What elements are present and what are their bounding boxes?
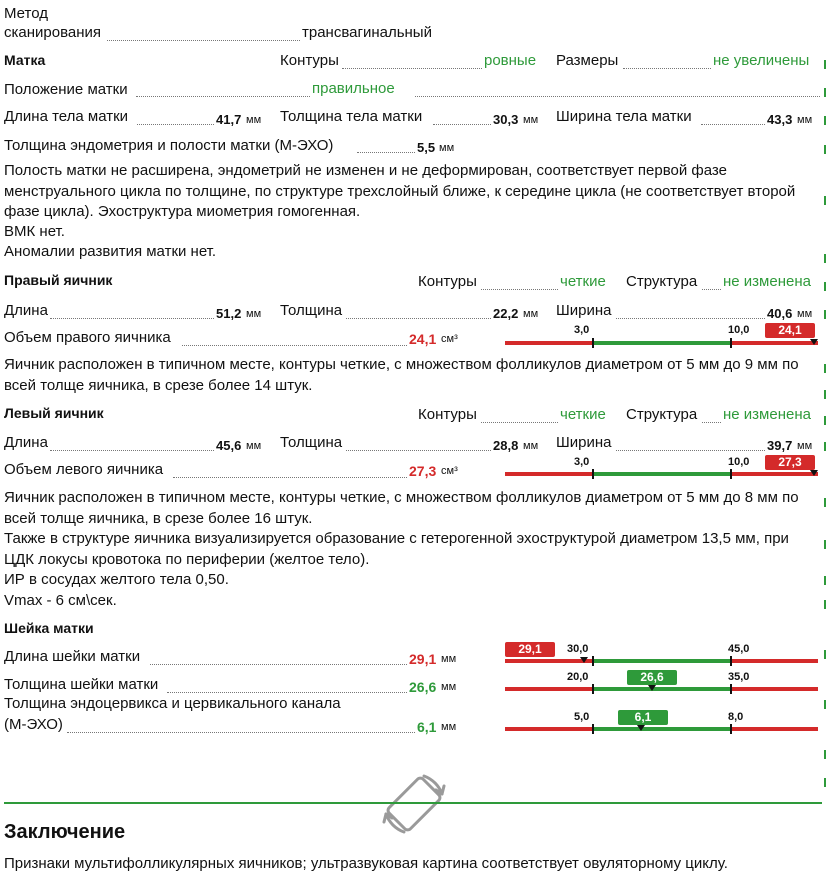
right-ovary-description: Яичник расположен в типичном месте, контуры четкие, с множеством фолликулов диаметром от 5 мм до 9 мм по всей толще яичника, в срезе более 14 штук. [4, 356, 799, 394]
edge-marker [824, 700, 826, 709]
unit-cm3: см³ [441, 333, 458, 345]
method-label-cont: сканирования [4, 24, 102, 41]
edge-marker [824, 196, 826, 205]
scale-marker [810, 470, 818, 476]
scale-high-zone [731, 659, 818, 663]
edge-marker [824, 600, 826, 609]
conclusion-heading: Заключение [4, 821, 126, 843]
edge-marker [824, 145, 826, 154]
left-ovary-length-label: Длина [4, 434, 48, 451]
edge-marker [824, 390, 826, 399]
scale-normal-zone [593, 727, 731, 731]
scale-normal-zone [593, 687, 731, 691]
scale-marker [810, 339, 818, 345]
edge-marker [824, 442, 826, 451]
edge-marker [824, 576, 826, 585]
uterus-size-value: не увеличены [713, 52, 810, 69]
scale-marker [637, 725, 645, 731]
unit-mm: мм [246, 114, 262, 126]
scale-normal-zone [593, 659, 731, 663]
uterus-description: Полость матки не расширена, эндометрий не изменен и не деформирован, соответствует первой фазе менструального цикла по толщине, по структуре трехслойный ближе, к середине цикла (не соответствует второй фазе цикла). Эхоструктура миометрия гомогенная. [4, 162, 796, 221]
scale-low-zone [505, 341, 593, 345]
scale-tick-high [730, 656, 732, 666]
scale-tick-low [592, 684, 594, 694]
edge-marker [824, 650, 826, 659]
scale-high-label: 10,0 [728, 324, 750, 336]
scale-value-badge: 6,1 [618, 710, 668, 725]
right-ovary-length-value: 51,2 [216, 306, 242, 321]
unit-cm3: см³ [441, 465, 458, 477]
unit-mm: мм [797, 440, 813, 452]
uterus-width-label: Ширина тела матки [556, 108, 692, 125]
uterus-thickness-value: 30,3 [493, 112, 519, 127]
right-ovary-heading: Правый яичник [4, 272, 113, 288]
unit-mm: мм [441, 681, 457, 693]
method-value: трансвагинальный [302, 24, 432, 41]
left-ovary-extra: Также в структуре яичника визуализируется образование с гетерогенной эхоструктурой диаметром 13,5 мм, при ЦДК локусы кровотока по периферии (желтое тело). [4, 530, 789, 568]
scale-low-label: 3,0 [574, 456, 590, 468]
left-ovary-contours-label: Контуры [418, 406, 477, 423]
scale-low-zone [505, 727, 593, 731]
left-ovary-heading: Левый яичник [4, 405, 104, 421]
left-ovary-length-value: 45,6 [216, 438, 242, 453]
anomalies-note: Аномалии развития матки нет. [4, 243, 217, 260]
scale-tick-low [592, 656, 594, 666]
right-ovary-thickness-value: 22,2 [493, 306, 519, 321]
endocervix-label-cont: (М-ЭХО) [4, 716, 63, 733]
left-ovary-contours-value: четкие [560, 406, 606, 423]
right-ovary-volume-value: 24,1 [409, 331, 437, 347]
endocervix-label: Толщина эндоцервикса и цервикального канала [4, 695, 341, 712]
scale-value-badge: 27,3 [765, 455, 815, 470]
edge-marker [824, 282, 826, 291]
left-ovary-thickness-value: 28,8 [493, 438, 519, 453]
uterus-position-label: Положение матки [4, 81, 128, 98]
scale-high-label: 10,0 [728, 456, 750, 468]
scale-low-label: 3,0 [574, 324, 590, 336]
edge-marker [824, 116, 826, 125]
uterus-position-value: правильное [312, 80, 395, 97]
right-ovary-width-label: Ширина [556, 302, 612, 319]
vmk-note: ВМК нет. [4, 223, 65, 240]
scale-tick-low [592, 724, 594, 734]
left-ovary-width-value: 39,7 [767, 438, 793, 453]
left-ovary-volume-label: Объем левого яичника [4, 461, 164, 478]
unit-mm: мм [439, 142, 455, 154]
left-ovary-description: Яичник расположен в типичном месте, контуры четкие, с множеством фолликулов диаметром от 5 мм до 8 мм по всей толще яичника, в срезе более 16 штук. [4, 489, 799, 527]
scale-tick-high [730, 338, 732, 348]
uterus-contours-value: ровные [484, 52, 537, 69]
unit-mm: мм [523, 308, 539, 320]
scale-tick-low [592, 338, 594, 348]
cervix-length-label: Длина шейки матки [4, 648, 141, 665]
right-ovary-width-value: 40,6 [767, 306, 793, 321]
scale-marker [648, 685, 656, 691]
section-divider [4, 802, 822, 804]
unit-mm: мм [441, 653, 457, 665]
scale-high-zone [731, 341, 818, 345]
scale-tick-low [592, 469, 594, 479]
edge-marker [824, 364, 826, 373]
scale-normal-zone [593, 472, 731, 476]
left-ovary-thickness-label: Толщина [280, 434, 343, 451]
right-ovary-contours-label: Контуры [418, 273, 477, 290]
scale-tick-high [730, 724, 732, 734]
left-ovary-width-label: Ширина [556, 434, 612, 451]
scale-normal-zone [593, 341, 731, 345]
scale-low-label: 20,0 [567, 671, 589, 683]
scale-value-badge: 29,1 [505, 642, 555, 657]
unit-mm: мм [797, 308, 813, 320]
endometrium-label: Толщина эндометрия и полости матки (М-ЭХО) [4, 137, 334, 154]
unit-mm: мм [246, 308, 262, 320]
scale-low-label: 5,0 [574, 711, 590, 723]
scale-tick-high [730, 469, 732, 479]
method-label: Метод [4, 5, 48, 22]
scale-value-badge: 24,1 [765, 323, 815, 338]
left-ovary-ir: ИР в сосудах желтого тела 0,50. [4, 571, 229, 588]
unit-mm: мм [523, 114, 539, 126]
cervix-length-value: 29,1 [409, 651, 437, 667]
unit-mm: мм [523, 440, 539, 452]
scale-high-zone [731, 727, 818, 731]
edge-marker [824, 498, 826, 507]
left-ovary-structure-value: не изменена [723, 406, 811, 423]
uterus-length-label: Длина тела матки [4, 108, 129, 125]
uterus-width-value: 43,3 [767, 112, 793, 127]
edge-marker [824, 88, 826, 97]
cervix-heading: Шейка матки [4, 620, 94, 636]
unit-mm: мм [246, 440, 262, 452]
left-ovary-volume-value: 27,3 [409, 463, 437, 479]
scale-high-zone [731, 687, 818, 691]
edge-marker [824, 750, 826, 759]
scale-low-label: 30,0 [567, 643, 589, 655]
scale-high-label: 8,0 [728, 711, 744, 723]
edge-marker [824, 416, 826, 425]
left-ovary-structure-label: Структура [626, 406, 698, 423]
uterus-thickness-label: Толщина тела матки [280, 108, 423, 125]
scale-low-zone [505, 687, 593, 691]
right-ovary-thickness-label: Толщина [280, 302, 343, 319]
scale-high-label: 45,0 [728, 643, 750, 655]
right-ovary-volume-label: Объем правого яичника [4, 329, 171, 346]
unit-mm: мм [797, 114, 813, 126]
endometrium-value: 5,5 [417, 140, 436, 155]
scale-marker [580, 657, 588, 663]
uterus-size-label: Размеры [556, 52, 619, 69]
uterus-heading: Матка [4, 52, 46, 68]
scale-high-zone [731, 472, 818, 476]
uterus-length-value: 41,7 [216, 112, 242, 127]
scale-value-badge: 26,6 [627, 670, 677, 685]
conclusion-text: Признаки мультифолликулярных яичников; ультразвуковая картина соответствует овуляторному циклу. [4, 855, 728, 872]
edge-marker [824, 540, 826, 549]
edge-marker [824, 254, 826, 263]
left-ovary-vmax: Vmax - 6 см\сек. [4, 592, 117, 609]
right-ovary-length-label: Длина [4, 302, 48, 319]
right-ovary-structure-value: не изменена [723, 273, 811, 290]
edge-marker [824, 60, 826, 69]
edge-marker [824, 778, 826, 787]
rotate-screen-icon [378, 768, 450, 840]
scale-low-zone [505, 472, 593, 476]
right-ovary-contours-value: четкие [560, 273, 606, 290]
unit-mm: мм [441, 721, 457, 733]
scale-tick-high [730, 684, 732, 694]
endocervix-value: 6,1 [417, 719, 437, 735]
cervix-thickness-label: Толщина шейки матки [4, 676, 159, 693]
right-ovary-structure-label: Структура [626, 273, 698, 290]
scale-high-label: 35,0 [728, 671, 750, 683]
edge-marker [824, 310, 826, 319]
cervix-thickness-value: 26,6 [409, 679, 437, 695]
uterus-contours-label: Контуры [280, 52, 339, 69]
